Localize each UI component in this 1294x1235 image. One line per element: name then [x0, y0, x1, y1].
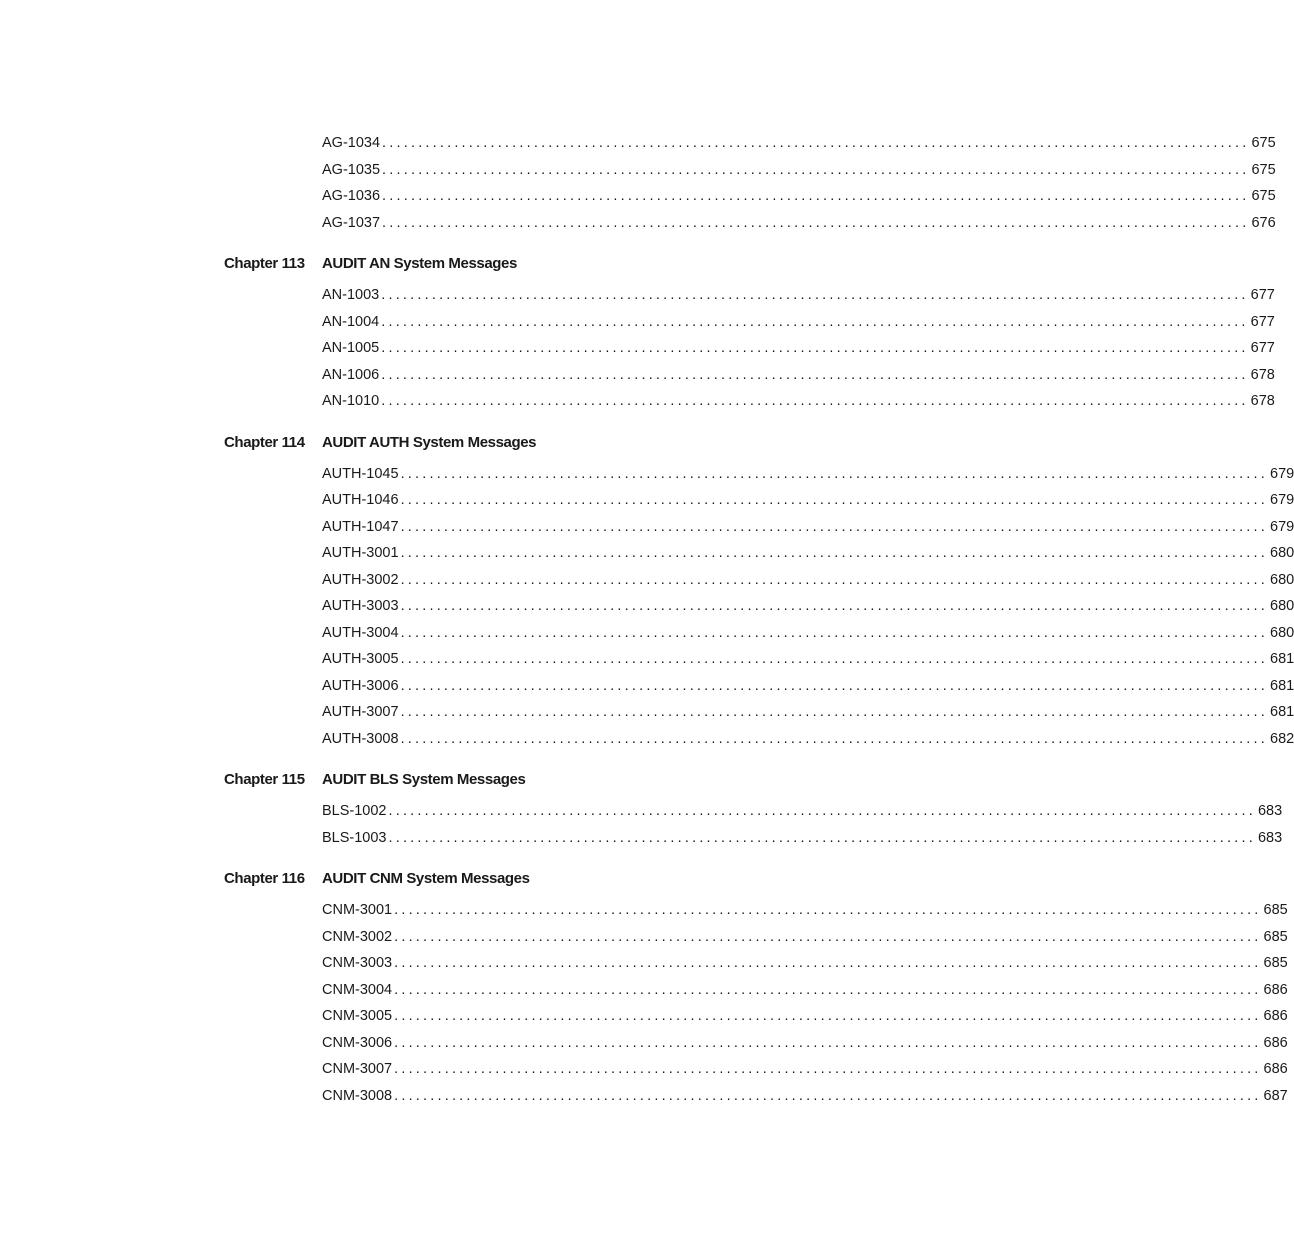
entry-page-number: 685 — [1263, 902, 1288, 918]
dot-leader: ........................................................................................................................ — [400, 571, 1268, 588]
dot-leader: ........................................................................................................................ — [400, 730, 1268, 747]
entry-page-number: 675 — [1251, 135, 1276, 151]
toc-entry[interactable] — [322, 649, 1294, 669]
chapter-heading — [224, 253, 844, 275]
toc-entry[interactable] — [322, 285, 1275, 305]
toc-entry[interactable] — [322, 676, 1294, 696]
entry-page-number: 681 — [1270, 704, 1294, 720]
entry-code: AG-1036 — [322, 188, 381, 204]
entry-page-number: 686 — [1263, 1008, 1288, 1024]
entry-code: AUTH-3004 — [322, 624, 399, 641]
entry-code: CNM-3003 — [322, 955, 393, 971]
entry-page-number: 680 — [1270, 624, 1294, 641]
toc-entry[interactable] — [322, 828, 1283, 848]
dot-leader: ........................................................................................................................ — [382, 214, 1250, 231]
entry-code: AUTH-3001 — [322, 545, 399, 561]
dot-leader: ........................................................................................................................ — [382, 161, 1250, 178]
dot-leader: ........................................................................................................................ — [400, 492, 1268, 508]
toc-entry[interactable] — [322, 623, 1294, 643]
entry-page-number: 686 — [1263, 1061, 1288, 1077]
dot-leader: ........................................................................................................................ — [400, 677, 1268, 694]
entry-page-number: 679 — [1270, 492, 1294, 508]
entry-page-number: 681 — [1270, 651, 1294, 667]
dot-leader: ........................................................................................................................ — [400, 545, 1268, 561]
entry-page-number: 681 — [1270, 677, 1294, 694]
dot-leader: ........................................................................................................................ — [394, 955, 1262, 971]
toc-entry[interactable] — [322, 1059, 1288, 1079]
dot-leader: ........................................................................................................................ — [400, 518, 1268, 535]
entry-code: AG-1037 — [322, 214, 381, 231]
entry-page-number: 679 — [1270, 518, 1294, 535]
entry-code: AG-1035 — [322, 161, 381, 178]
entry-page-number: 680 — [1270, 545, 1294, 561]
entry-code: CNM-3008 — [322, 1087, 393, 1104]
dot-leader: ........................................................................................................................ — [388, 829, 1256, 846]
toc-entry[interactable] — [322, 338, 1275, 358]
entry-page-number: 678 — [1250, 366, 1275, 383]
dot-leader: ........................................................................................................................ — [381, 313, 1249, 330]
toc-entry[interactable] — [322, 186, 1276, 206]
entry-code: AUTH-3006 — [322, 677, 399, 694]
dot-leader: ........................................................................................................................ — [400, 624, 1268, 641]
entry-page-number: 677 — [1250, 287, 1275, 303]
entry-code: AN-1004 — [322, 313, 380, 330]
toc-entry[interactable] — [322, 953, 1288, 973]
toc-entry[interactable] — [322, 596, 1294, 616]
entry-code: AN-1005 — [322, 340, 380, 356]
entry-page-number: 675 — [1251, 188, 1276, 204]
dot-leader: ........................................................................................................................ — [382, 188, 1250, 204]
chapter-title: AUDIT AN System Messages — [322, 255, 517, 272]
toc-entry[interactable] — [322, 900, 1288, 920]
dot-leader: ........................................................................................................................ — [400, 465, 1268, 482]
entry-page-number: 679 — [1270, 465, 1294, 482]
entry-page-number: 686 — [1263, 981, 1288, 998]
toc-entry[interactable] — [322, 980, 1288, 1000]
entry-page-number: 686 — [1263, 1034, 1288, 1051]
toc-entry[interactable] — [322, 1033, 1288, 1053]
chapter-heading — [224, 769, 844, 791]
entry-code: AUTH-3007 — [322, 704, 399, 720]
entry-page-number: 678 — [1250, 393, 1275, 409]
entry-code: CNM-3006 — [322, 1034, 393, 1051]
toc-entry[interactable] — [322, 729, 1294, 749]
entry-page-number: 680 — [1270, 598, 1294, 614]
entry-code: AN-1006 — [322, 366, 380, 383]
entry-code: AUTH-1046 — [322, 492, 399, 508]
toc-entry[interactable] — [322, 927, 1288, 947]
toc-entry[interactable] — [322, 464, 1294, 484]
chapter-heading — [224, 432, 844, 454]
toc-entry[interactable] — [322, 517, 1294, 537]
entry-page-number: 683 — [1257, 803, 1283, 819]
entry-code: CNM-3005 — [322, 1008, 393, 1024]
toc-entry[interactable] — [322, 702, 1294, 722]
dot-leader: ........................................................................................................................ — [382, 135, 1250, 151]
entry-code: CNM-3001 — [322, 902, 393, 918]
entry-code: CNM-3002 — [322, 928, 393, 945]
entry-page-number: 685 — [1263, 928, 1288, 945]
entry-code: AN-1010 — [322, 393, 380, 409]
dot-leader: ........................................................................................................................ — [381, 340, 1249, 356]
chapter-number: Chapter 116 — [224, 870, 305, 887]
toc-entry[interactable] — [322, 312, 1275, 332]
toc-entry[interactable] — [322, 1006, 1288, 1026]
dot-leader: ........................................................................................................................ — [381, 287, 1249, 303]
toc-entry[interactable] — [322, 490, 1294, 510]
dot-leader: ........................................................................................................................ — [394, 981, 1262, 998]
toc-entry[interactable] — [322, 160, 1276, 180]
chapter-title: AUDIT CNM System Messages — [322, 870, 530, 887]
entry-code: BLS-1002 — [322, 803, 387, 819]
toc-entry[interactable] — [322, 365, 1275, 385]
entry-code: AUTH-1047 — [322, 518, 399, 535]
entry-code: AUTH-1045 — [322, 465, 399, 482]
entry-code: AG-1034 — [322, 135, 381, 151]
dot-leader: ........................................................................................................................ — [400, 598, 1268, 614]
chapter-title: AUDIT BLS System Messages — [322, 771, 526, 788]
entry-code: AUTH-3002 — [322, 571, 399, 588]
dot-leader: ........................................................................................................................ — [400, 651, 1268, 667]
chapter-number: Chapter 114 — [224, 433, 305, 451]
dot-leader: ........................................................................................................................ — [394, 1034, 1262, 1051]
dot-leader: ........................................................................................................................ — [394, 928, 1262, 945]
entry-page-number: 675 — [1251, 161, 1276, 178]
chapter-number: Chapter 115 — [224, 771, 305, 788]
entry-page-number: 676 — [1251, 214, 1276, 231]
dot-leader: ........................................................................................................................ — [388, 803, 1256, 819]
dot-leader: ........................................................................................................................ — [381, 366, 1249, 383]
toc-entry[interactable] — [322, 570, 1294, 590]
chapter-number: Chapter 113 — [224, 255, 305, 272]
entry-code: CNM-3007 — [322, 1061, 393, 1077]
entry-code: AUTH-3005 — [322, 651, 399, 667]
entry-code: CNM-3004 — [322, 981, 393, 998]
toc-entry[interactable] — [322, 1086, 1288, 1106]
entry-code: BLS-1003 — [322, 829, 387, 846]
entry-code: AUTH-3003 — [322, 598, 399, 614]
toc-entry[interactable] — [322, 391, 1275, 411]
entry-page-number: 677 — [1250, 313, 1275, 330]
toc-entry[interactable] — [322, 543, 1294, 563]
entry-page-number: 685 — [1263, 955, 1288, 971]
entry-page-number: 683 — [1257, 829, 1283, 846]
dot-leader: ........................................................................................................................ — [400, 704, 1268, 720]
toc-entry[interactable] — [322, 133, 1276, 153]
dot-leader: ........................................................................................................................ — [394, 902, 1262, 918]
dot-leader: ........................................................................................................................ — [394, 1008, 1262, 1024]
chapter-title: AUDIT AUTH System Messages — [322, 433, 537, 451]
entry-page-number: 687 — [1263, 1087, 1288, 1104]
entry-code: AN-1003 — [322, 287, 380, 303]
entry-page-number: 682 — [1270, 730, 1294, 747]
dot-leader: ........................................................................................................................ — [394, 1087, 1262, 1104]
chapter-heading — [224, 868, 844, 890]
toc-entry[interactable] — [322, 213, 1276, 233]
dot-leader: ........................................................................................................................ — [381, 393, 1249, 409]
toc-entry[interactable] — [322, 801, 1283, 821]
dot-leader: ........................................................................................................................ — [394, 1061, 1262, 1077]
entry-code: AUTH-3008 — [322, 730, 399, 747]
entry-page-number: 677 — [1250, 340, 1275, 356]
entry-page-number: 680 — [1270, 571, 1294, 588]
